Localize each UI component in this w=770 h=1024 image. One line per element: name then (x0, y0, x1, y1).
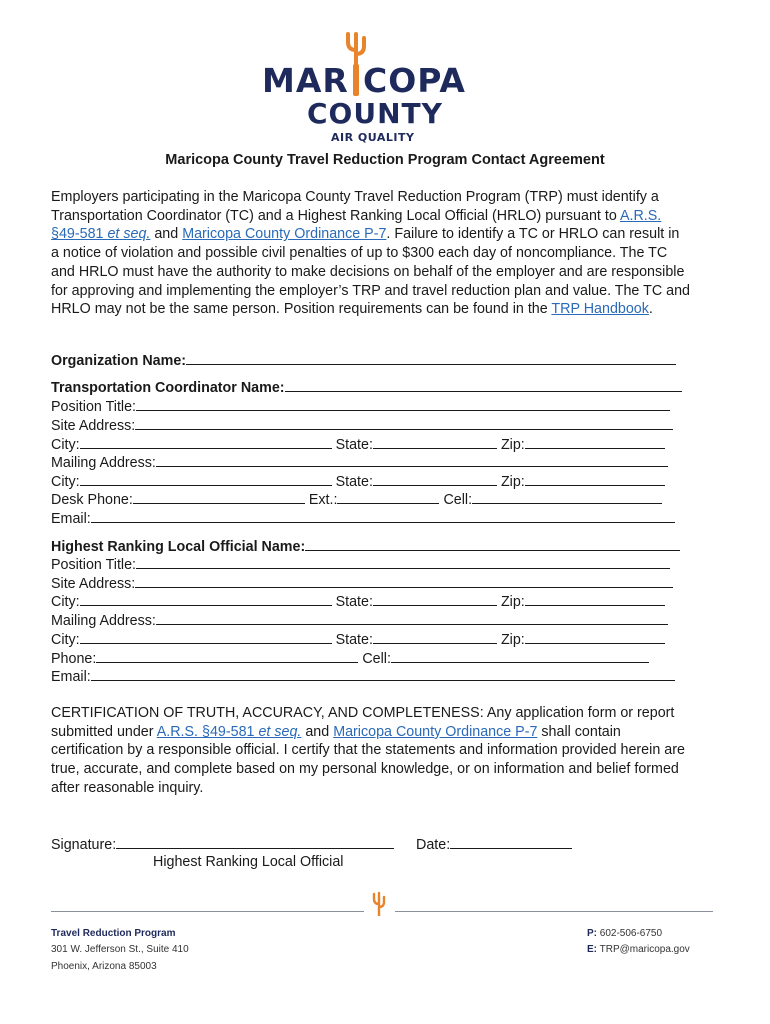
tc-mailing-state-field[interactable] (373, 472, 497, 486)
hrlo-site-address-field[interactable] (135, 574, 673, 588)
logo-tagline: AIR QUALITY (331, 131, 415, 144)
tc-ext-field[interactable] (337, 490, 439, 504)
tc-mailing-address-row (51, 453, 668, 471)
tc-cell-field[interactable] (472, 490, 662, 504)
tc-desk-phone-field[interactable] (133, 490, 305, 504)
hrlo-name-label: Highest Ranking Local Official Name: (51, 539, 306, 555)
hrlo-phone-row (51, 649, 649, 667)
hrlo-cell-field[interactable] (391, 649, 649, 663)
footer-phone-value: 602-506-6750 (599, 928, 663, 939)
tc-mailing-city-field[interactable] (80, 472, 332, 486)
hrlo-name-field[interactable] (305, 537, 680, 551)
ars-link-text: A.R.S. §49-581 (51, 207, 662, 243)
tc-mailing-state-label: State: (335, 474, 373, 490)
footer-phone (587, 928, 662, 939)
certification-text-1: CERTIFICATION OF TRUTH, ACCURACY, AND COMPLETENESS: Any application form or report submitted under (51, 705, 675, 740)
hrlo-mailing-address-row (51, 611, 668, 629)
footer-address-line2: Phoenix, Arizona 85003 (51, 961, 157, 972)
tc-site-address-row (51, 416, 673, 434)
document-title: Maricopa County Travel Reduction Program Contact Agreement (165, 152, 605, 168)
signature-row (51, 835, 394, 853)
footer-email (587, 944, 690, 955)
organization-name-label: Organization Name: (51, 353, 187, 369)
intro-text-4: . (648, 301, 653, 318)
tc-desk-phone-label: Desk Phone: (51, 492, 133, 508)
tc-name-field[interactable] (285, 378, 682, 392)
maricopa-county-logo (0, 28, 770, 146)
hrlo-mailing-city-row (51, 630, 665, 648)
tc-site-state-label: State: (335, 437, 373, 453)
certification-text-2: and (301, 723, 334, 740)
signature-label: Signature: (51, 837, 117, 853)
hrlo-position-row (51, 555, 670, 573)
tc-site-zip-label: Zip: (500, 437, 525, 453)
tc-site-city-field[interactable] (80, 435, 332, 449)
intro-text-2: and (150, 226, 183, 243)
hrlo-site-address-label: Site Address: (51, 576, 136, 592)
hrlo-phone-field[interactable] (96, 649, 358, 663)
footer-email-label: E: (587, 944, 597, 955)
tc-email-field[interactable] (91, 509, 675, 523)
ordinance-link[interactable]: Maricopa County Ordinance P-7 (182, 226, 387, 243)
hrlo-email-row (51, 667, 675, 685)
tc-email-row (51, 509, 675, 527)
hrlo-site-zip-label: Zip: (500, 594, 525, 610)
hrlo-site-state-label: State: (335, 594, 373, 610)
intro-paragraph (51, 188, 691, 319)
date-label: Date: (416, 837, 451, 853)
hrlo-mailing-address-label: Mailing Address: (51, 613, 156, 629)
tc-position-row (51, 397, 670, 415)
footer-phone-label: P: (587, 928, 597, 939)
hrlo-site-city-label: City: (51, 594, 80, 610)
tc-phone-row (51, 490, 662, 508)
hrlo-mailing-zip-label: Zip: (500, 632, 525, 648)
tc-site-city-label: City: (51, 437, 80, 453)
hrlo-name-row (51, 537, 680, 555)
tc-position-field[interactable] (136, 397, 670, 411)
tc-position-label: Position Title: (51, 399, 137, 415)
hrlo-cell-label: Cell: (362, 651, 391, 667)
signature-field[interactable] (116, 835, 394, 849)
tc-site-address-label: Site Address: (51, 418, 136, 434)
logo-name-right: COPA (363, 61, 466, 100)
tc-site-state-field[interactable] (373, 435, 497, 449)
tc-mailing-zip-label: Zip: (500, 474, 525, 490)
cactus-divider-icon (370, 890, 388, 916)
hrlo-mailing-zip-field[interactable] (525, 630, 665, 644)
tc-mailing-city-row (51, 472, 665, 490)
trp-handbook-link[interactable]: TRP Handbook (551, 301, 649, 318)
signer-caption: Highest Ranking Local Official (153, 854, 344, 870)
organization-name-row (51, 351, 676, 369)
cert-ars-link-et-seq: et seq. (258, 723, 302, 740)
tc-mailing-city-label: City: (51, 474, 80, 490)
tc-mailing-address-field[interactable] (156, 453, 668, 467)
tc-name-label: Transportation Coordinator Name: (51, 380, 285, 396)
certification-text-3: shall contain certification by a responsible official. I certify that the statements and information provided herein are true, accurate, and complete based on my personal knowledge, or on information and belief formed after reasonable inquiry. (51, 723, 685, 796)
tc-email-label: Email: (51, 511, 91, 527)
ars-link-et-seq: et seq. (107, 226, 151, 243)
hrlo-mailing-state-label: State: (335, 632, 373, 648)
footer-program-name: Travel Reduction Program (51, 928, 176, 939)
tc-name-row (51, 378, 682, 396)
hrlo-site-city-field[interactable] (80, 592, 332, 606)
footer-email-value[interactable]: TRP@maricopa.gov (599, 944, 690, 955)
certification-paragraph (51, 704, 691, 798)
logo-name-county: COUNTY (307, 97, 443, 130)
hrlo-position-field[interactable] (136, 555, 670, 569)
footer-divider-left (51, 911, 364, 912)
hrlo-mailing-city-label: City: (51, 632, 80, 648)
tc-site-address-field[interactable] (135, 416, 673, 430)
intro-text-3: . Failure to identify a TC or HRLO can result in a notice of violation and possible civil penalties of up to $300 each day of noncompliance. The TC and HRLO must have the authority to make decisions on behalf of the employer and are responsible for approving and implementing the employer’s TRP and travel reduction plan and value. The TC and HRLO may not be the same person. Position requirements can be found in the (51, 226, 690, 318)
hrlo-site-zip-field[interactable] (525, 592, 665, 606)
footer-divider-right (395, 911, 713, 912)
footer-address-line1: 301 W. Jefferson St., Suite 410 (51, 944, 189, 955)
logo-cactus-divider (353, 64, 359, 96)
cert-ordinance-link[interactable]: Maricopa County Ordinance P-7 (333, 723, 538, 740)
date-row (416, 835, 572, 853)
cert-ars-link[interactable] (157, 724, 302, 740)
tc-site-zip-field[interactable] (525, 435, 665, 449)
tc-mailing-address-label: Mailing Address: (51, 455, 156, 471)
hrlo-email-field[interactable] (91, 667, 675, 681)
hrlo-mailing-city-field[interactable] (80, 630, 332, 644)
intro-text-1: Employers participating in the Maricopa County Travel Reduction Program (TRP) must identify a Transportation Coordinator (TC) and a Highest Ranking Local Official (HRLO) pursuant to (51, 189, 659, 224)
hrlo-site-address-row (51, 574, 673, 592)
hrlo-position-label: Position Title: (51, 557, 137, 573)
hrlo-phone-label: Phone: (51, 651, 97, 667)
tc-site-city-row (51, 435, 665, 453)
tc-mailing-zip-field[interactable] (525, 472, 665, 486)
hrlo-site-state-field[interactable] (373, 592, 497, 606)
tc-ext-label: Ext.: (308, 492, 338, 508)
date-field[interactable] (450, 835, 572, 849)
cert-ars-link-text: A.R.S. §49-581 (156, 723, 259, 740)
hrlo-email-label: Email: (51, 669, 91, 685)
logo-name-left: MAR (262, 61, 349, 100)
organization-name-field[interactable] (186, 351, 676, 365)
tc-cell-label: Cell: (443, 492, 473, 508)
hrlo-mailing-address-field[interactable] (156, 611, 668, 625)
hrlo-site-city-row (51, 592, 665, 610)
hrlo-mailing-state-field[interactable] (373, 630, 497, 644)
